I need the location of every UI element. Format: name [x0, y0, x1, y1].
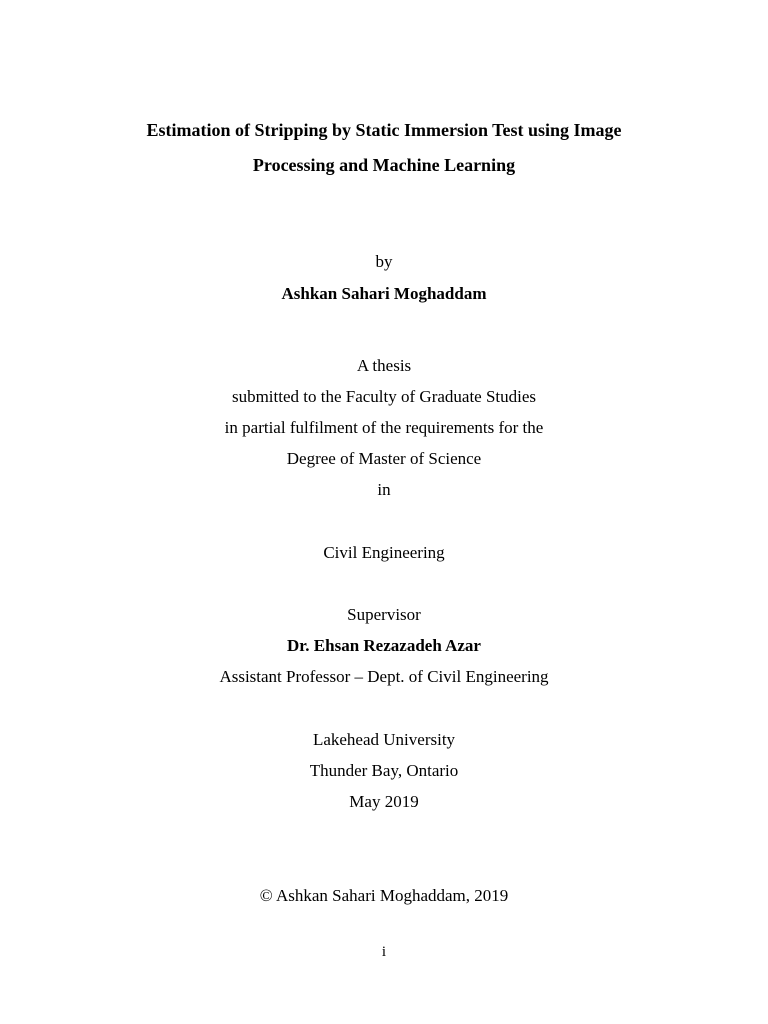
submission-line-3: in partial fulfilment of the requirements for the	[224, 418, 544, 437]
in-label: in	[377, 480, 391, 499]
submission-line-2: submitted to the Faculty of Graduate Studies	[231, 387, 537, 406]
thesis-date: May 2019	[349, 792, 419, 811]
submission-line-1: A thesis	[356, 356, 412, 375]
degree-name: Degree of Master of Science	[286, 449, 482, 468]
author-name: Ashkan Sahari Moghaddam	[281, 284, 487, 303]
field-of-study: Civil Engineering	[323, 543, 445, 562]
thesis-title-line-1: Estimation of Stripping by Static Immersion Test using Image	[146, 120, 622, 140]
by-label: by	[375, 252, 393, 271]
supervisor-position: Assistant Professor – Dept. of Civil Engineering	[219, 667, 549, 686]
university-location: Thunder Bay, Ontario	[309, 761, 459, 780]
supervisor-heading: Supervisor	[347, 605, 421, 624]
university-name: Lakehead University	[312, 730, 456, 749]
thesis-title-line-2: Processing and Machine Learning	[252, 155, 516, 175]
page-number: i	[381, 944, 387, 960]
supervisor-name: Dr. Ehsan Rezazadeh Azar	[287, 636, 481, 655]
copyright-notice: © Ashkan Sahari Moghaddam, 2019	[259, 886, 509, 905]
